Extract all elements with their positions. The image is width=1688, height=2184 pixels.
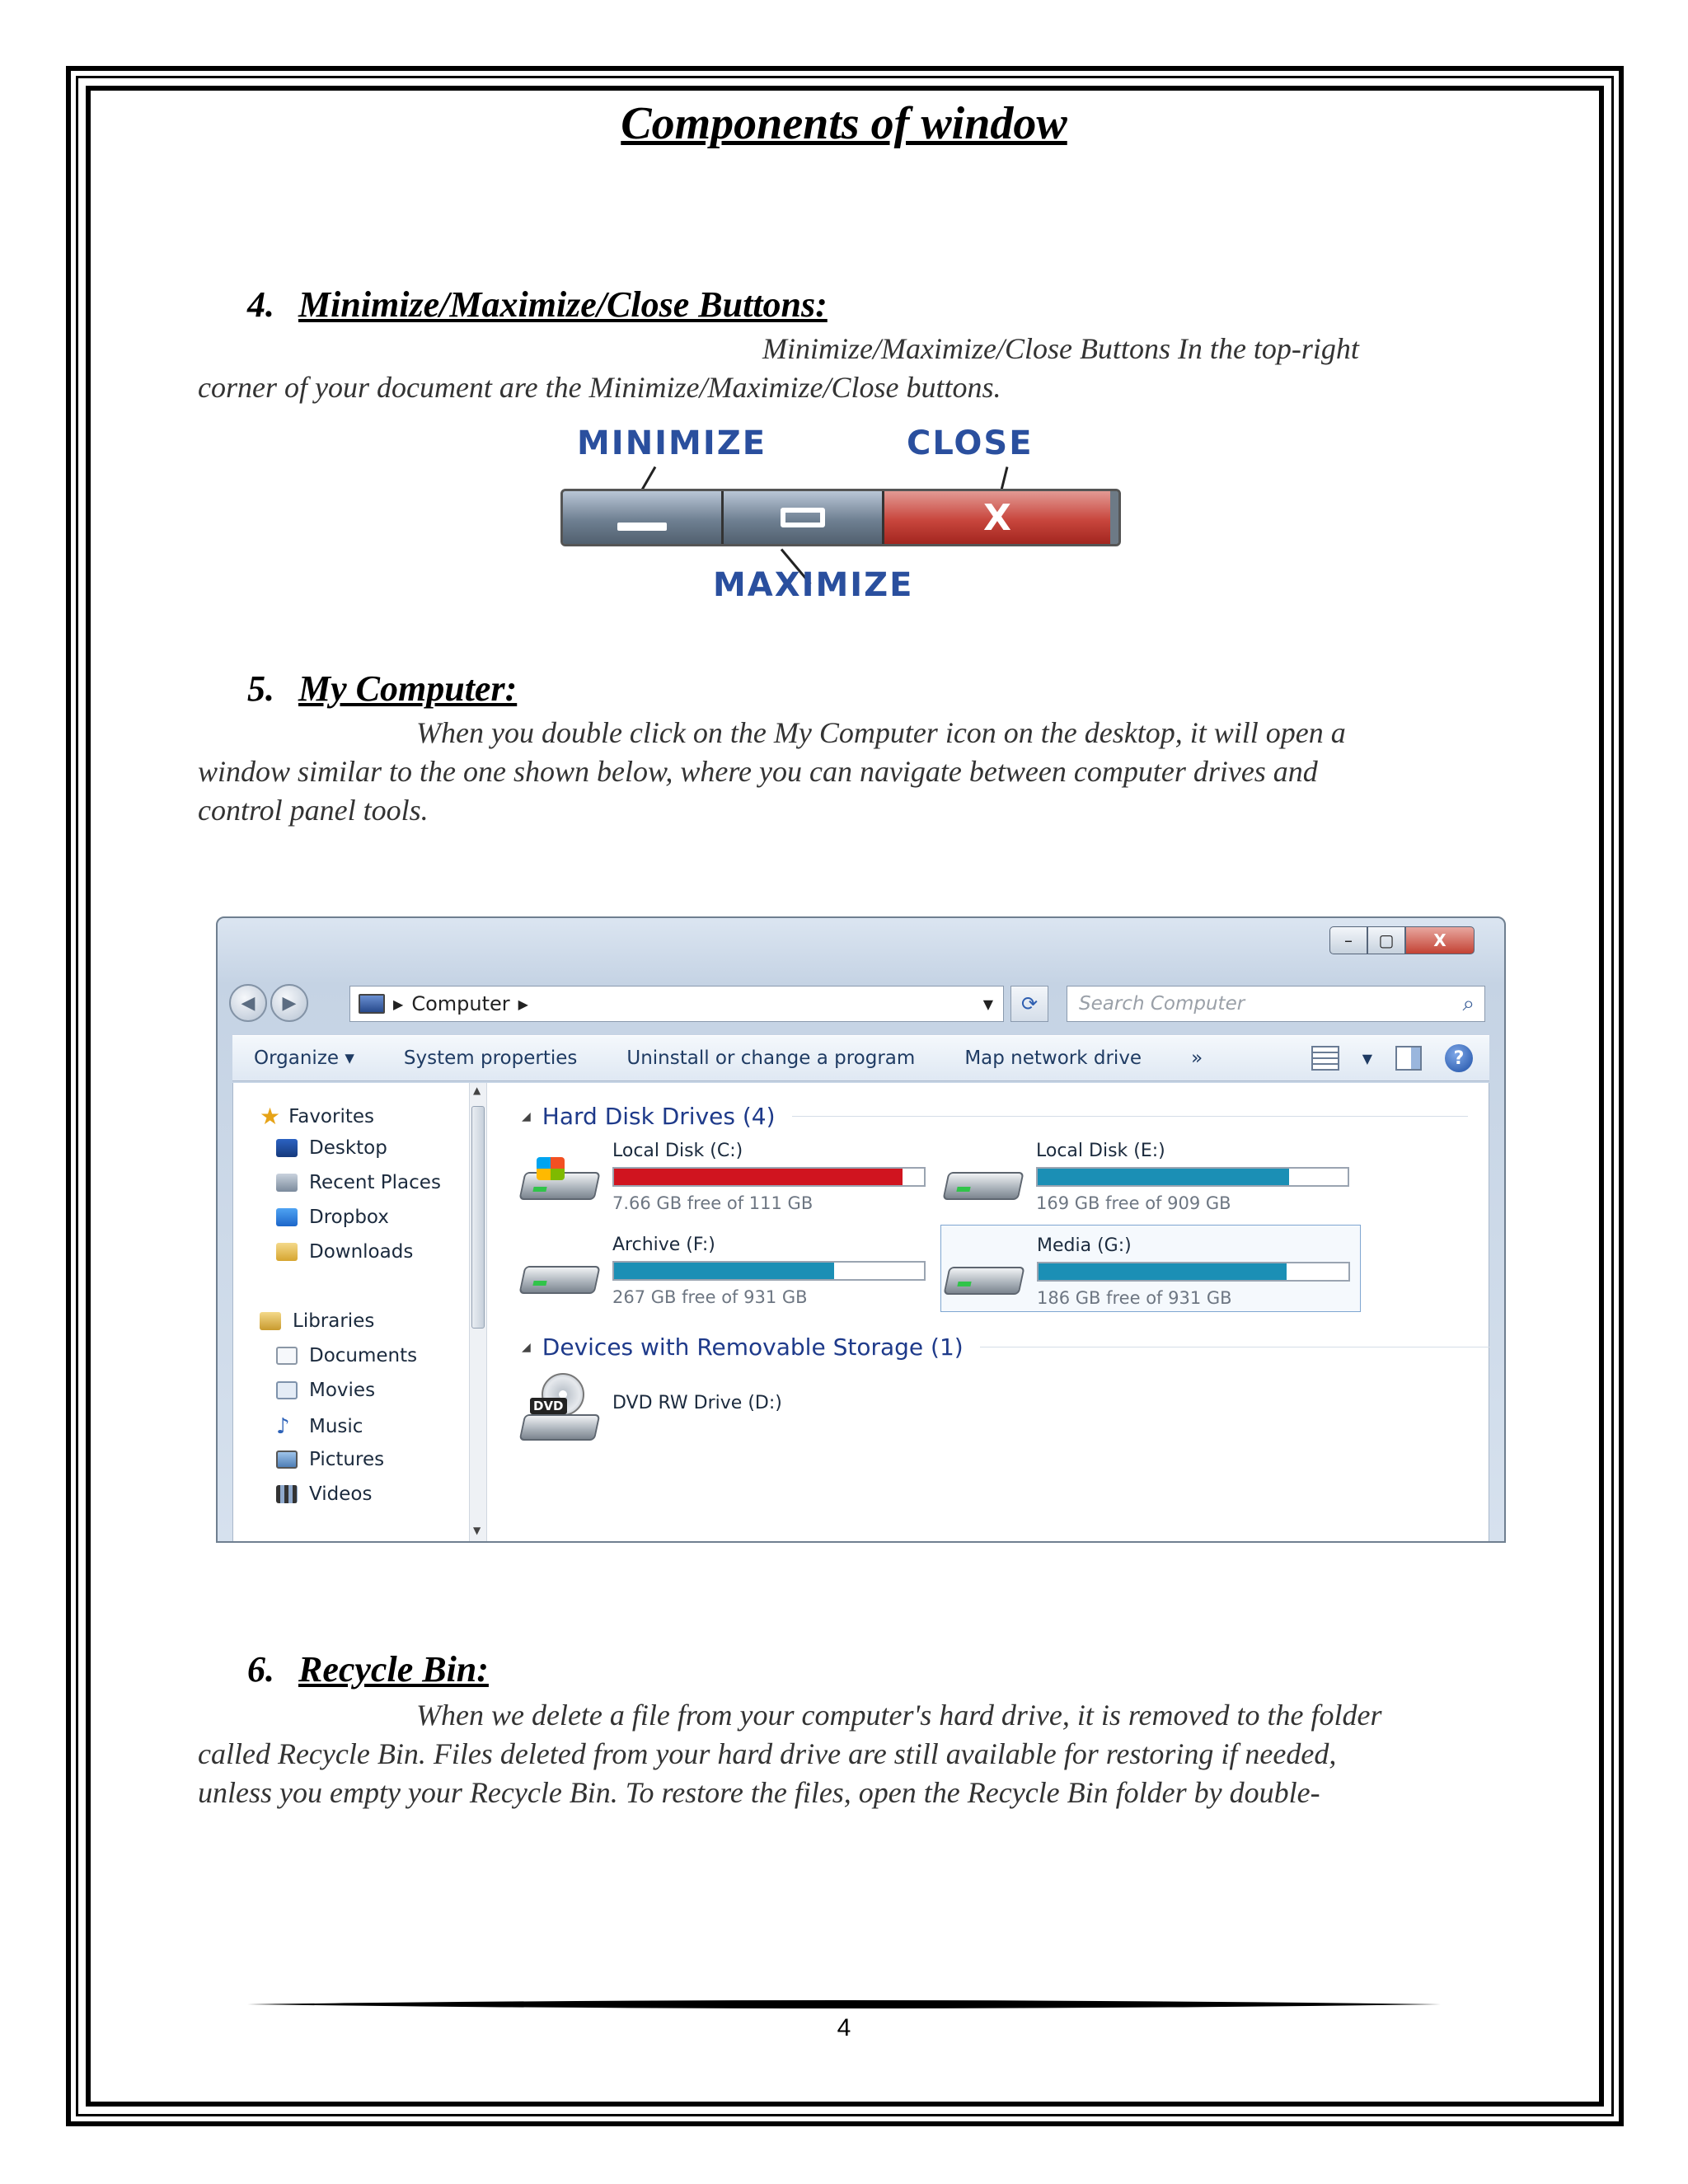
chevron-down-icon[interactable]: ▼ (982, 996, 993, 1012)
group-header-removable[interactable] (522, 1333, 1491, 1361)
music-icon: ♪ (276, 1414, 290, 1439)
drive-item-selected[interactable] (940, 1225, 1361, 1312)
section-heading-my-computer (247, 668, 517, 710)
section-number: 4. (247, 284, 274, 325)
dropbox-icon (276, 1208, 298, 1226)
nav-label: Videos (309, 1483, 373, 1505)
address-row (218, 981, 1504, 1027)
address-bar[interactable] (349, 986, 1004, 1022)
nav-item-recent-places[interactable] (276, 1172, 441, 1193)
minimize-icon (617, 523, 667, 531)
drive-name: Local Disk (E:) (1036, 1141, 1165, 1161)
nav-label: Documents (309, 1345, 418, 1366)
toolbar-right-group (1311, 1044, 1473, 1072)
section-paragraph-recycle-bin (198, 1696, 1484, 1812)
window-minimize-button[interactable]: – (1329, 926, 1367, 954)
drive-free-space: 267 GB free of 931 GB (612, 1287, 808, 1307)
window-controls (1329, 926, 1475, 954)
maximize-button-illustration (724, 491, 884, 544)
close-icon: X (983, 496, 1011, 539)
drive-name: Media (G:) (1037, 1235, 1132, 1256)
drive-usage-bar (612, 1261, 926, 1281)
drive-free-space: 186 GB free of 931 GB (1037, 1288, 1232, 1308)
group-title: Devices with Removable Storage (1) (542, 1333, 964, 1361)
section-number: 5. (247, 668, 274, 709)
nav-item-videos[interactable] (276, 1483, 372, 1505)
nav-label: Favorites (288, 1105, 375, 1127)
desktop-icon (276, 1139, 298, 1157)
documents-icon (276, 1347, 298, 1365)
star-icon: ★ (260, 1103, 281, 1130)
page-number: 4 (837, 2014, 851, 2041)
paragraph-line: corner of your document are the Minimize/Maximize/Close buttons. (198, 371, 1001, 404)
videos-icon (276, 1485, 298, 1503)
section-title: Recycle Bin: (298, 1649, 489, 1690)
footer-divider (247, 1998, 1441, 2011)
nav-label: Libraries (293, 1310, 375, 1332)
nav-item-movies[interactable] (276, 1380, 375, 1401)
group-divider (792, 1116, 1468, 1117)
minimize-button-illustration (563, 491, 724, 544)
drive-name: Archive (F:) (612, 1235, 715, 1255)
search-icon[interactable]: ⌕ (1462, 991, 1475, 1016)
collapse-icon: ◢ (522, 1109, 531, 1123)
views-icon[interactable] (1311, 1046, 1339, 1071)
nav-label: Music (309, 1416, 363, 1437)
back-arrow-icon: ◀ (241, 992, 256, 1014)
navigation-pane (233, 1083, 481, 1541)
chevron-down-icon[interactable]: ▼ (1362, 1050, 1372, 1066)
nav-item-libraries[interactable] (260, 1310, 374, 1332)
breadcrumb-arrow-icon: ▶ (518, 996, 528, 1012)
help-icon[interactable]: ? (1445, 1044, 1473, 1072)
forward-button[interactable] (270, 984, 308, 1022)
back-button[interactable] (229, 984, 267, 1022)
my-computer-window-screenshot (216, 916, 1506, 1543)
hard-drive-icon (946, 1252, 1022, 1298)
nav-label: Desktop (309, 1137, 387, 1159)
drive-item[interactable] (522, 1141, 934, 1223)
paragraph-line: Minimize/Maximize/Close Buttons In the top-right (762, 332, 1359, 365)
computer-icon (359, 994, 385, 1014)
pictures-icon (276, 1451, 298, 1469)
navigation-scrollbar[interactable] (469, 1083, 487, 1541)
paragraph-line: called Recycle Bin. Files deleted from your hard drive are still available for restoring if needed, (198, 1737, 1337, 1770)
collapse-icon: ◢ (522, 1340, 531, 1354)
section-title: My Computer: (298, 668, 518, 709)
scroll-up-icon[interactable]: ▲ (473, 1085, 481, 1096)
dvd-drive-icon (522, 1373, 598, 1444)
section-heading-recycle-bin (247, 1648, 489, 1690)
search-input[interactable] (1067, 986, 1485, 1022)
drive-usage-fill (614, 1263, 834, 1279)
refresh-button[interactable] (1010, 986, 1048, 1022)
page-title: Components of window (621, 98, 1067, 149)
movies-icon (276, 1381, 298, 1399)
min-max-close-figure (560, 424, 1129, 606)
group-title: Hard Disk Drives (4) (542, 1103, 776, 1130)
paragraph-line: control panel tools. (198, 794, 429, 827)
drive-item[interactable] (522, 1235, 934, 1317)
drive-usage-bar (1037, 1262, 1350, 1282)
window-buttons-bar (560, 489, 1121, 546)
nav-item-music[interactable] (276, 1414, 363, 1439)
dvd-drive-item[interactable] (522, 1373, 934, 1455)
more-commands-button[interactable]: » (1191, 1047, 1203, 1069)
dvd-tag: DVD (530, 1398, 567, 1414)
scroll-down-icon[interactable]: ▼ (473, 1525, 481, 1536)
paragraph-line: When we delete a file from your computer's hard drive, it is removed to the folder (416, 1699, 1382, 1732)
close-button-illustration (884, 491, 1118, 544)
section-paragraph-my-computer (198, 714, 1484, 830)
drive-name: Local Disk (C:) (612, 1141, 743, 1161)
section-number: 6. (247, 1649, 274, 1690)
section-paragraph-minimize (198, 330, 1484, 407)
drive-usage-fill (1038, 1169, 1289, 1185)
drive-usage-fill (1039, 1263, 1287, 1280)
drive-free-space: 169 GB free of 909 GB (1036, 1193, 1231, 1213)
preview-pane-icon[interactable] (1395, 1046, 1422, 1071)
close-label: CLOSE (907, 424, 1034, 462)
drive-item-inner (946, 1235, 1358, 1310)
hard-drive-icon (945, 1157, 1021, 1203)
search-placeholder: Search Computer (1079, 993, 1245, 1015)
nav-label: Downloads (309, 1241, 414, 1263)
paragraph-line: window similar to the one shown below, where you can navigate between computer drives and (198, 755, 1318, 788)
nav-item-documents[interactable] (276, 1345, 417, 1366)
libraries-icon (260, 1312, 281, 1330)
section-title: Minimize/Maximize/Close Buttons: (298, 284, 828, 325)
system-properties-button[interactable]: System properties (403, 1047, 578, 1069)
scrollbar-thumb[interactable] (471, 1106, 485, 1329)
drive-usage-fill (614, 1169, 903, 1185)
map-network-drive-button[interactable]: Map network drive (964, 1047, 1142, 1069)
paragraph-line: When you double click on the My Computer icon on the desktop, it will open a (416, 716, 1346, 749)
forward-arrow-icon: ▶ (282, 992, 297, 1014)
refresh-icon: ⟳ (1020, 992, 1039, 1015)
paragraph-line: unless you empty your Recycle Bin. To restore the files, open the Recycle Bin folder by double- (198, 1776, 1320, 1809)
nav-label: Dropbox (309, 1207, 389, 1228)
address-path[interactable]: Computer (411, 992, 510, 1015)
maximize-icon (781, 508, 825, 527)
command-bar (232, 1035, 1489, 1081)
drive-item[interactable] (945, 1141, 1357, 1223)
nav-label: Pictures (309, 1449, 385, 1470)
drive-usage-bar (1036, 1167, 1349, 1187)
window-close-button[interactable]: X (1405, 926, 1475, 954)
drive-usage-bar (612, 1167, 926, 1187)
nav-item-pictures[interactable] (276, 1449, 384, 1470)
explorer-content (232, 1083, 1489, 1541)
maximize-label: MAXIMIZE (713, 566, 914, 604)
nav-item-favorites[interactable] (260, 1103, 374, 1130)
window-maximize-button[interactable]: ▢ (1367, 926, 1405, 954)
system-drive-icon (522, 1157, 598, 1203)
nav-item-downloads[interactable] (276, 1241, 413, 1263)
nav-item-dropbox[interactable] (276, 1207, 389, 1228)
minimize-label: MINIMIZE (577, 424, 767, 462)
nav-item-desktop[interactable] (276, 1137, 387, 1159)
section-heading-minimize (247, 284, 828, 326)
organize-button[interactable]: Organize ▾ (254, 1047, 354, 1069)
nav-label: Recent Places (309, 1172, 441, 1193)
recent-places-icon (276, 1174, 298, 1192)
breadcrumb-arrow-icon: ▶ (393, 996, 404, 1012)
hard-drive-icon (522, 1251, 598, 1297)
group-header-hard-disks[interactable] (522, 1103, 1468, 1130)
drive-name: DVD RW Drive (D:) (612, 1393, 782, 1413)
nav-label: Movies (309, 1380, 376, 1401)
downloads-folder-icon (276, 1243, 298, 1261)
uninstall-program-button[interactable]: Uninstall or change a program (626, 1047, 916, 1069)
drive-free-space: 7.66 GB free of 111 GB (612, 1193, 814, 1213)
